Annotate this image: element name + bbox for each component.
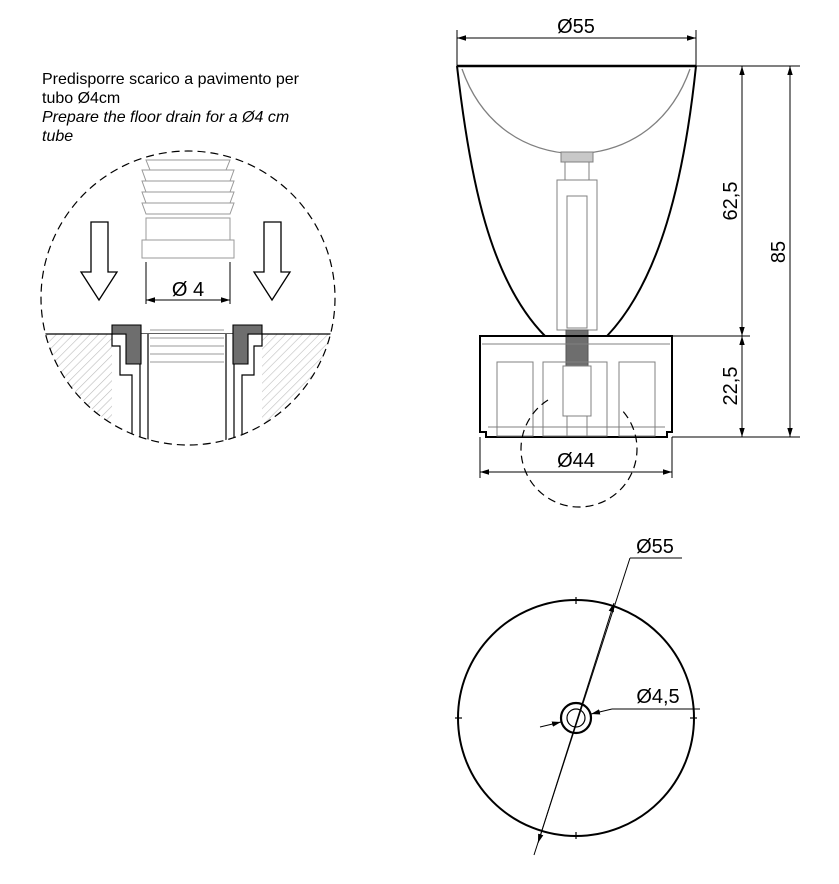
drain-column	[557, 152, 597, 436]
note-italian-line1: Predisporre scarico a pavimento per	[42, 71, 300, 88]
top-outer-diameter-label: Ø55	[636, 536, 674, 558]
total-height-label: 85	[768, 240, 790, 264]
note-english-line1: Prepare the floor drain for a Ø4 cm	[42, 109, 290, 126]
note-english-line2: tube	[42, 128, 74, 145]
side-base-diameter-label: Ø44	[557, 450, 595, 472]
arrow-down-left-icon	[81, 222, 117, 300]
arrow-down-right-icon	[254, 222, 290, 300]
bowl-height-label: 62,5	[720, 181, 742, 221]
drain-tube	[142, 160, 234, 258]
floor-drain-detail	[40, 151, 340, 454]
side-view	[457, 16, 800, 507]
base-height-label: 22,5	[720, 366, 742, 406]
note-italian-line2: tubo Ø4cm	[42, 90, 121, 107]
top-view	[455, 536, 700, 855]
side-top-diameter-label: Ø55	[557, 16, 595, 38]
pipe-diameter-label: Ø 4	[171, 279, 205, 301]
drain-diameter-label: Ø4,5	[636, 686, 680, 708]
